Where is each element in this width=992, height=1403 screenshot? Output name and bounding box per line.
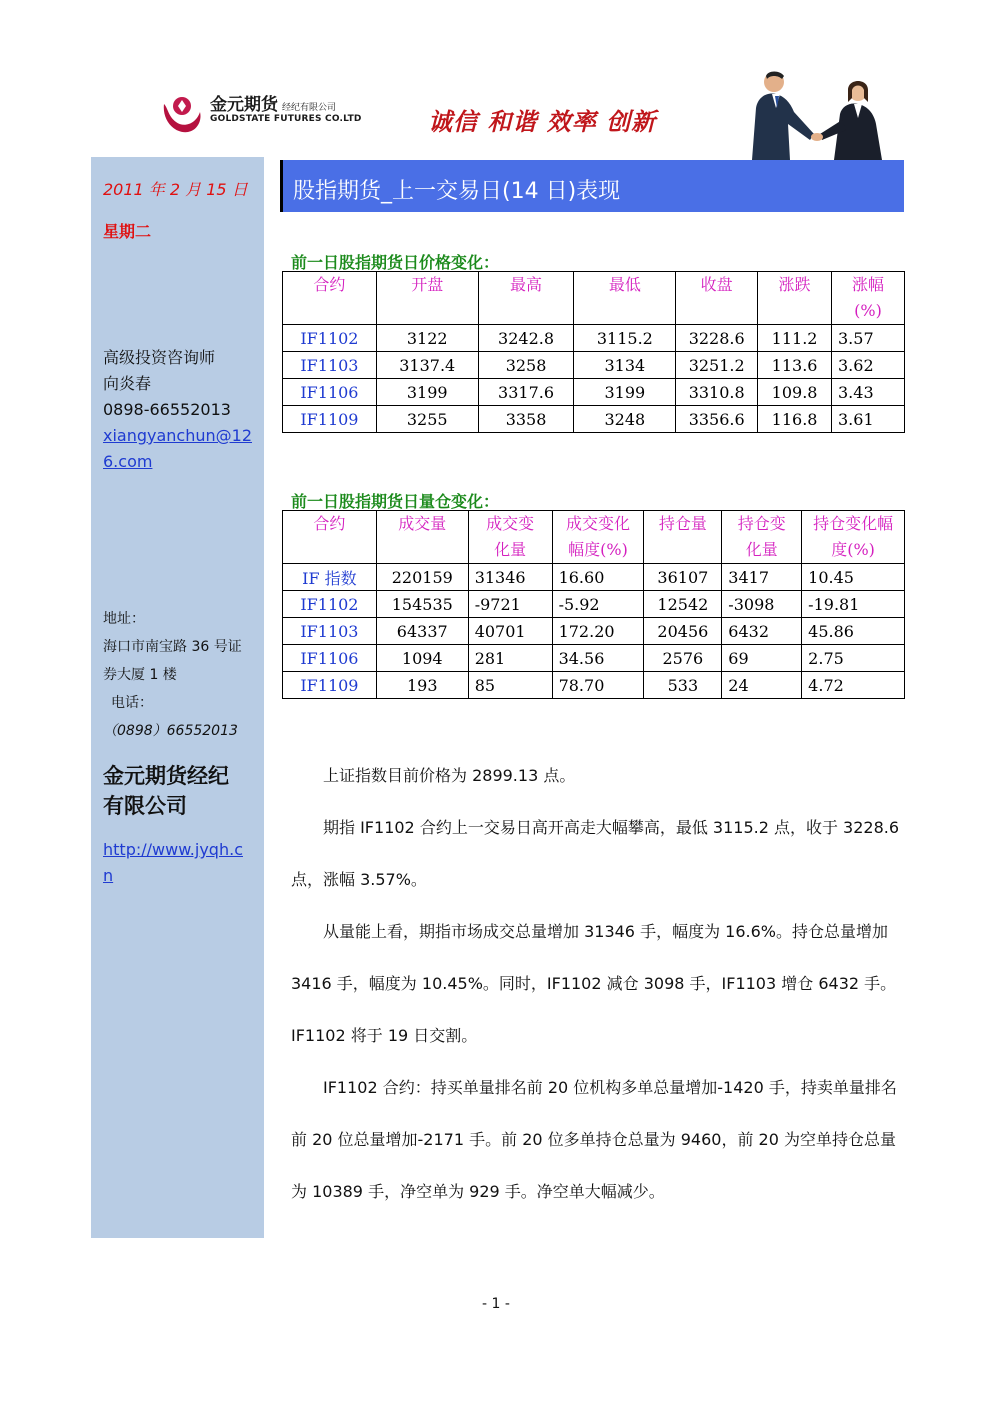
analysis-text [291,750,903,1218]
price-table-value-cell: 3358 [478,406,574,433]
price-table-value-cell: 3258 [478,352,574,379]
volume-table-value-cell: 220159 [376,564,468,591]
page-header [0,0,992,160]
company-url[interactable] [103,837,243,889]
address-label: 地址： [103,611,145,627]
volume-table-header-cell: 持仓量 [644,511,722,564]
price-table-value-cell: 109.8 [758,379,832,406]
address-block [103,605,242,745]
volume-table-value-cell: 3417 [722,564,802,591]
volume-table-value-cell: 45.86 [802,618,905,645]
address-line1: 海口市南宝路 36 号证 [103,639,242,655]
advisor-name: 向炎春 [103,374,152,393]
volume-table-value-cell: 533 [644,672,722,699]
logo-english-name: GOLDSTATE FUTURES CO.LTD [210,114,362,124]
volume-table-contract-cell: IF1106 [283,645,377,672]
volume-table-value-cell: -9721 [468,591,552,618]
price-table-value-cell: 3.43 [832,379,905,406]
price-table-row [283,379,905,406]
price-table-value-cell: 113.6 [758,352,832,379]
volume-table-header-cell: 成交变化幅度(%) [552,511,644,564]
address-line2: 券大厦 1 楼 [103,667,177,683]
slogan: 诚信 和谐 效率 创新 [428,108,657,136]
advisor-email-line2[interactable]: 6.com [103,452,153,471]
volume-table-value-cell: 78.70 [552,672,644,699]
tel-value: （0898）66552013 [103,723,238,739]
volume-table-value-cell: 64337 [376,618,468,645]
price-table-value-cell: 3242.8 [478,325,574,352]
report-date: 2011 年 2 月 15 日 [103,180,248,199]
price-table-header-row [283,272,905,325]
price-table-value-cell: 3.62 [832,352,905,379]
volume-table-row [283,618,905,645]
price-table-value-cell: 3122 [376,325,478,352]
volume-table-value-cell: 40701 [468,618,552,645]
price-table-value-cell: 3115.2 [574,325,676,352]
volume-table-header-cell: 成交变化量 [468,511,552,564]
volume-table-value-cell: 2576 [644,645,722,672]
volume-table-row [283,645,905,672]
volume-table-header-cell: 合约 [283,511,377,564]
volume-table-value-cell: 20456 [644,618,722,645]
volume-table-value-cell: -5.92 [552,591,644,618]
volume-table [282,510,905,699]
price-table-contract-cell: IF1106 [283,379,377,406]
advisor-email-line1[interactable]: xiangyanchun@12 [103,426,253,445]
advisor-title: 高级投资咨询师 [103,348,216,367]
price-table-header-cell: 开盘 [376,272,478,325]
price-table-contract-cell: IF1109 [283,406,377,433]
price-table-value-cell: 3248 [574,406,676,433]
logo-chinese-name: 金元期货 经纪有限公司 [210,95,337,115]
volume-table-value-cell: 172.20 [552,618,644,645]
volume-table-value-cell: 2.75 [802,645,905,672]
volume-table-value-cell: 4.72 [802,672,905,699]
volume-table-row [283,591,905,618]
company-logo [160,88,360,140]
volume-section-heading: 前一日股指期货日量仓变化： [291,492,500,511]
volume-table-value-cell: 31346 [468,564,552,591]
volume-table-value-cell: 281 [468,645,552,672]
price-table-value-cell: 3251.2 [676,352,758,379]
price-table [282,271,905,433]
price-table-header-cell: 涨跌 [758,272,832,325]
price-section-heading: 前一日股指期货日价格变化： [291,253,500,272]
volume-table-contract-cell: IF1109 [283,672,377,699]
tel-label: 电话： [111,695,153,711]
price-table-row [283,325,905,352]
volume-table-value-cell: 69 [722,645,802,672]
price-table-value-cell: 3134 [574,352,676,379]
price-table-header-cell: 涨幅(%) [832,272,905,325]
company-name-line1: 金元期货经纪 [103,764,229,788]
company-name-line2: 有限公司 [103,794,187,818]
paragraph-positions: IF1102 合约：持买单量排名前 20 位机构多单总量增加-1420 手，持卖单量排名前 20 位总量增加-2171 手。前 20 位多单持仓总量为 9460，前 20 为空单持仓总量为 10389 手，净空单为 929 手。净空单大幅减少。 [291,1078,897,1201]
paragraph-volume: 从量能上看，期指市场成交总量增加 31346 手，幅度为 16.6%。持仓总量增加 3416 手，幅度为 10.45%。同时，IF1102 减仓 3098 手，IF1103 增仓 6432 手。IF1102 将于 19 日交割。 [291,922,897,1045]
volume-table-value-cell: 6432 [722,618,802,645]
page-number: - 1 - [482,1296,510,1312]
volume-table-value-cell: 1094 [376,645,468,672]
price-table-value-cell: 3356.6 [676,406,758,433]
volume-table-contract-cell: IF1102 [283,591,377,618]
price-table-value-cell: 3317.6 [478,379,574,406]
volume-table-header-cell: 成交量 [376,511,468,564]
volume-table-value-cell: 34.56 [552,645,644,672]
volume-table-value-cell: 36107 [644,564,722,591]
sidebar [91,157,264,1238]
company-url-line1[interactable]: http://www.jyqh.c [103,840,243,859]
price-table-value-cell: 111.2 [758,325,832,352]
volume-table-contract-cell: IF 指数 [283,564,377,591]
advisor-phone: 0898-66552013 [103,400,231,419]
volume-table-value-cell: -19.81 [802,591,905,618]
volume-table-value-cell: 10.45 [802,564,905,591]
volume-table-row [283,672,905,699]
price-table-value-cell: 3255 [376,406,478,433]
price-table-value-cell: 3137.4 [376,352,478,379]
price-table-header-cell: 合约 [283,272,377,325]
price-table-value-cell: 3.57 [832,325,905,352]
price-table-value-cell: 3.61 [832,406,905,433]
volume-table-contract-cell: IF1103 [283,618,377,645]
logo-emblem-icon [160,90,202,136]
volume-table-value-cell: 193 [376,672,468,699]
volume-table-row [283,564,905,591]
volume-table-value-cell: 85 [468,672,552,699]
volume-table-value-cell: 12542 [644,591,722,618]
price-table-value-cell: 3199 [574,379,676,406]
paragraph-if1102-trend: 期指 IF1102 合约上一交易日高开高走大幅攀高，最低 3115.2 点，收于 3228.6 点，涨幅 3.57%。 [291,818,900,889]
price-table-value-cell: 3228.6 [676,325,758,352]
price-table-value-cell: 3310.8 [676,379,758,406]
price-table-value-cell: 116.8 [758,406,832,433]
report-weekday: 星期二 [103,222,152,241]
paragraph-index-price: 上证指数目前价格为 2899.13 点。 [323,766,576,785]
price-table-header-cell: 收盘 [676,272,758,325]
price-table-header-cell: 最低 [574,272,676,325]
report-title: 股指期货_上一交易日(14 日)表现 [293,179,621,204]
price-table-contract-cell: IF1103 [283,352,377,379]
volume-table-value-cell: 154535 [376,591,468,618]
company-name [103,761,229,821]
handshake-businesspeople-illustration [722,68,902,160]
volume-table-header-cell: 持仓变化量 [722,511,802,564]
volume-table-header-row [283,511,905,564]
report-title-bar [283,160,904,212]
price-table-row [283,406,905,433]
volume-table-value-cell: 24 [722,672,802,699]
volume-table-value-cell: -3098 [722,591,802,618]
price-table-value-cell: 3199 [376,379,478,406]
volume-table-header-cell: 持仓变化幅度(%) [802,511,905,564]
price-table-header-cell: 最高 [478,272,574,325]
price-table-row [283,352,905,379]
company-url-line2[interactable]: n [103,866,114,885]
volume-table-value-cell: 16.60 [552,564,644,591]
price-table-contract-cell: IF1102 [283,325,377,352]
